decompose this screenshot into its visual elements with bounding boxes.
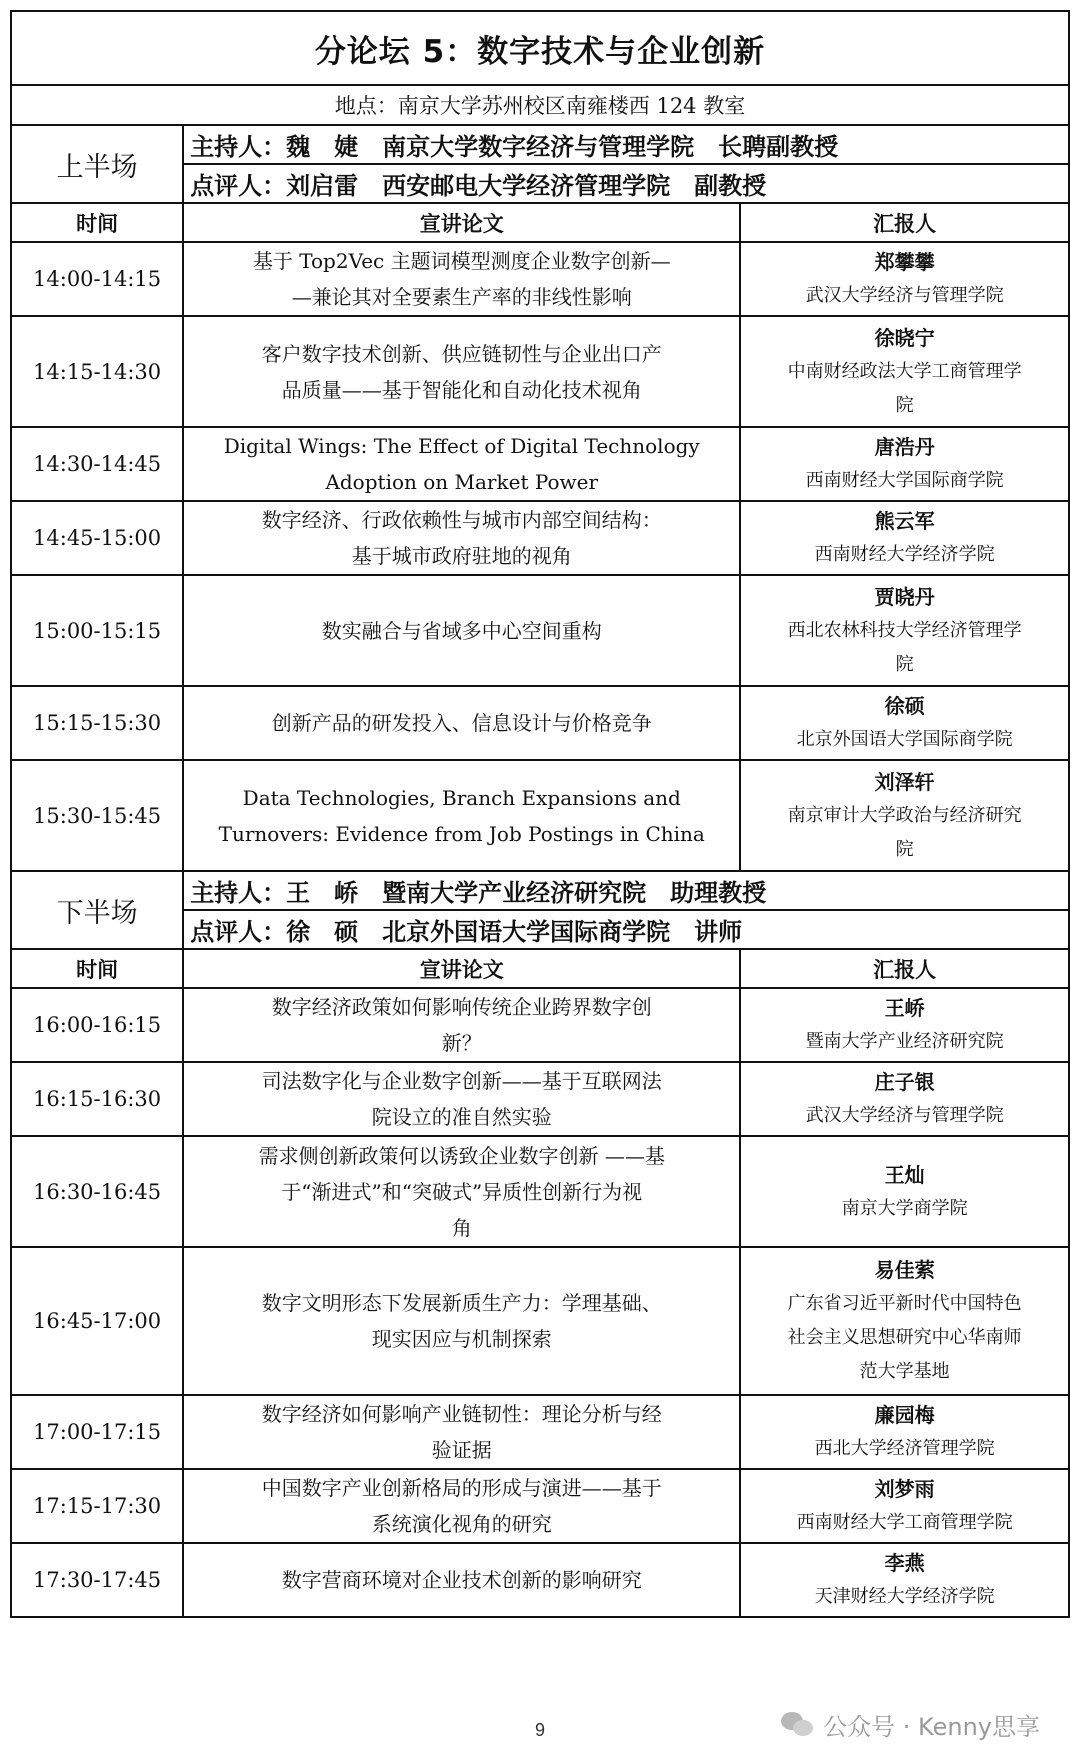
- table-row: [11, 1469, 1069, 1543]
- paper-title-line: 基于城市政府驻地的视角: [351, 544, 572, 568]
- presenter: [740, 760, 1069, 871]
- presenter-name: 熊云军: [874, 509, 935, 533]
- session-host: 主持人：王 峤 暨南大学产业经济研究院 助理教授: [183, 871, 1069, 910]
- column-header-time: 时间: [11, 949, 183, 988]
- presenter-institution: 院: [895, 653, 914, 675]
- presenter-name: 唐浩丹: [874, 435, 935, 459]
- presenter-institution: 南京大学商学院: [841, 1197, 968, 1219]
- session-label: 上半场: [11, 125, 183, 203]
- talk-time: 15:15-15:30: [11, 686, 183, 760]
- paper-title-line: 新？: [441, 1031, 482, 1055]
- presenter-institution: 北京外国语大学国际商学院: [796, 729, 1013, 750]
- paper-title: [183, 1395, 740, 1469]
- presenter-institution: 院: [895, 838, 914, 860]
- column-header-paper: 宣讲论文: [183, 949, 740, 988]
- paper-title-line: 现实因应与机制探索: [371, 1327, 552, 1351]
- paper-title-line: 需求侧创新政策何以诱致企业数字创新 ——基: [258, 1143, 665, 1168]
- table-row: [11, 1543, 1069, 1617]
- paper-title: [183, 686, 740, 760]
- paper-title: [183, 427, 740, 501]
- presenter-institution: 西北大学经济管理学院: [814, 1438, 995, 1459]
- paper-title-line: 客户数字技术创新、供应链韧性与企业出口产: [261, 341, 662, 366]
- presenter-institution: 西南财经大学国际商学院: [805, 470, 1004, 491]
- presenter-name: 王灿: [884, 1162, 925, 1187]
- session-discussant: 点评人：徐 硕 北京外国语大学国际商学院 讲师: [183, 910, 1069, 949]
- table-row: [11, 242, 1069, 316]
- table-row: [11, 1136, 1069, 1247]
- paper-title-line: 数字经济、行政依赖性与城市内部空间结构：: [261, 508, 662, 532]
- wechat-icon: [781, 1710, 815, 1738]
- presenter-name: 徐硕: [884, 694, 925, 718]
- table-row: [11, 760, 1069, 871]
- session-2-rows: [11, 988, 1069, 1617]
- table-row: [11, 1247, 1069, 1395]
- presenter: [740, 316, 1069, 427]
- presenter-name: 王峤: [884, 996, 925, 1020]
- paper-title-line: 系统演化视角的研究: [371, 1512, 552, 1536]
- schedule-table: [10, 10, 1070, 1618]
- presenter-name: 庄子银: [874, 1070, 935, 1094]
- paper-title: [183, 1062, 740, 1136]
- paper-title: [183, 316, 740, 427]
- presenter-institution: 西南财经大学经济学院: [814, 544, 995, 565]
- talk-time: 17:00-17:15: [11, 1395, 183, 1469]
- presenter-institution: 天津财经大学经济学院: [814, 1586, 995, 1607]
- talk-time: 17:15-17:30: [11, 1469, 183, 1543]
- presenter: [740, 1395, 1069, 1469]
- presenter: [740, 1062, 1069, 1136]
- talk-time: 15:30-15:45: [11, 760, 183, 871]
- paper-title-line: 数实融合与省域多中心空间重构: [321, 618, 602, 643]
- presenter: [740, 686, 1069, 760]
- table-row: [11, 501, 1069, 575]
- talk-time: 16:30-16:45: [11, 1136, 183, 1247]
- paper-title: [183, 1469, 740, 1543]
- paper-title-line: —兼论其对全要素生产率的非线性影响: [291, 285, 632, 309]
- presenter: [740, 1247, 1069, 1395]
- talk-time: 14:15-14:30: [11, 316, 183, 427]
- table-row: [11, 1395, 1069, 1469]
- presenter: [740, 427, 1069, 501]
- presenter-institution: 暨南大学产业经济研究院: [805, 1031, 1004, 1052]
- paper-title-line: 品质量——基于智能化和自动化技术视角: [281, 377, 642, 402]
- paper-title-line: 数字营商环境对企业技术创新的影响研究: [281, 1568, 642, 1592]
- presenter: [740, 1469, 1069, 1543]
- table-row: [11, 686, 1069, 760]
- table-row: [11, 575, 1069, 686]
- talk-time: 15:00-15:15: [11, 575, 183, 686]
- paper-title-line: 中国数字产业创新格局的形成与演进——基于: [261, 1476, 662, 1500]
- talk-time: 17:30-17:45: [11, 1543, 183, 1617]
- presenter-institution: 院: [895, 394, 914, 416]
- forum-title: 分论坛 5：数字技术与企业创新: [11, 11, 1069, 85]
- paper-title-line: 验证据: [431, 1438, 492, 1462]
- paper-title-line: Adoption on Market Power: [325, 470, 599, 494]
- table-row: [11, 1062, 1069, 1136]
- talk-time: 16:15-16:30: [11, 1062, 183, 1136]
- table-row: [11, 427, 1069, 501]
- presenter-name: 郑攀攀: [874, 250, 935, 274]
- presenter: [740, 1136, 1069, 1247]
- presenter-institution: 中南财经政法大学工商管理学: [787, 360, 1022, 382]
- presenter-institution: 武汉大学经济与管理学院: [805, 1105, 1004, 1126]
- presenter: [740, 1543, 1069, 1617]
- watermark-text: 公众号 · Kenny思享: [823, 1712, 1040, 1741]
- table-row: [11, 316, 1069, 427]
- presenter-name: 廉园梅: [874, 1403, 935, 1427]
- paper-title-line: 创新产品的研发投入、信息设计与价格竞争: [271, 711, 652, 735]
- presenter-name: 李燕: [884, 1551, 925, 1575]
- paper-title-line: 司法数字化与企业数字创新——基于互联网法: [261, 1069, 662, 1093]
- paper-title-line: 数字文明形态下发展新质生产力：学理基础、: [261, 1291, 662, 1315]
- presenter: [740, 575, 1069, 686]
- paper-title: [183, 1136, 740, 1247]
- paper-title-line: 数字经济如何影响产业链韧性：理论分析与经: [261, 1402, 662, 1426]
- paper-title: [183, 988, 740, 1062]
- paper-title-line: Digital Wings: The Effect of Digital Technology: [223, 434, 700, 458]
- presenter: [740, 988, 1069, 1062]
- paper-title: [183, 760, 740, 871]
- presenter-institution: 范大学基地: [859, 1361, 950, 1382]
- paper-title-line: 院设立的准自然实验: [371, 1105, 552, 1129]
- paper-title: [183, 1543, 740, 1617]
- column-header-presenter: 汇报人: [740, 949, 1069, 988]
- presenter-institution: 广东省习近平新时代中国特色: [787, 1293, 1022, 1314]
- paper-title-line: 于“渐进式”和“突破式”异质性创新行为视: [281, 1179, 643, 1204]
- presenter-name: 贾晓丹: [874, 584, 935, 609]
- session-host: 主持人：魏 婕 南京大学数字经济与管理学院 长聘副教授: [183, 125, 1069, 164]
- column-header-paper: 宣讲论文: [183, 203, 740, 242]
- watermark: [781, 1704, 1040, 1744]
- talk-time: 14:45-15:00: [11, 501, 183, 575]
- presenter: [740, 501, 1069, 575]
- presenter-institution: 西北农林科技大学经济管理学: [787, 619, 1022, 641]
- paper-title-line: 基于 Top2Vec 主题词模型测度企业数字创新—: [252, 249, 671, 273]
- paper-title: [183, 575, 740, 686]
- paper-title: [183, 1247, 740, 1395]
- presenter-institution: 社会主义思想研究中心华南师: [787, 1327, 1022, 1348]
- column-header-time: 时间: [11, 203, 183, 242]
- paper-title-line: Turnovers: Evidence from Job Postings in China: [218, 821, 705, 846]
- presenter: [740, 242, 1069, 316]
- presenter-institution: 武汉大学经济与管理学院: [805, 285, 1004, 306]
- presenter-name: 刘梦雨: [874, 1477, 935, 1501]
- paper-title-line: 数字经济政策如何影响传统企业跨界数字创: [271, 995, 652, 1019]
- paper-title-line: Data Technologies, Branch Expansions and: [242, 785, 681, 810]
- talk-time: 16:00-16:15: [11, 988, 183, 1062]
- paper-title: [183, 242, 740, 316]
- session-label: 下半场: [11, 871, 183, 949]
- program-page: [10, 10, 1070, 1690]
- paper-title-line: 角: [451, 1215, 472, 1240]
- session-discussant: 点评人：刘启雷 西安邮电大学经济管理学院 副教授: [183, 164, 1069, 203]
- column-header-presenter: 汇报人: [740, 203, 1069, 242]
- table-row: [11, 988, 1069, 1062]
- paper-title: [183, 501, 740, 575]
- page-number: 9: [534, 1720, 545, 1740]
- talk-time: 14:00-14:15: [11, 242, 183, 316]
- presenter-institution: 西南财经大学工商管理学院: [796, 1512, 1013, 1533]
- presenter-name: 易佳萦: [874, 1258, 935, 1282]
- talk-time: 16:45-17:00: [11, 1247, 183, 1395]
- talk-time: 14:30-14:45: [11, 427, 183, 501]
- venue: 地点：南京大学苏州校区南雍楼西 124 教室: [11, 85, 1069, 125]
- session-1-rows: [11, 242, 1069, 871]
- presenter-name: 徐晓宁: [874, 325, 935, 350]
- presenter-institution: 南京审计大学政治与经济研究: [787, 804, 1022, 826]
- presenter-name: 刘泽轩: [874, 769, 935, 794]
